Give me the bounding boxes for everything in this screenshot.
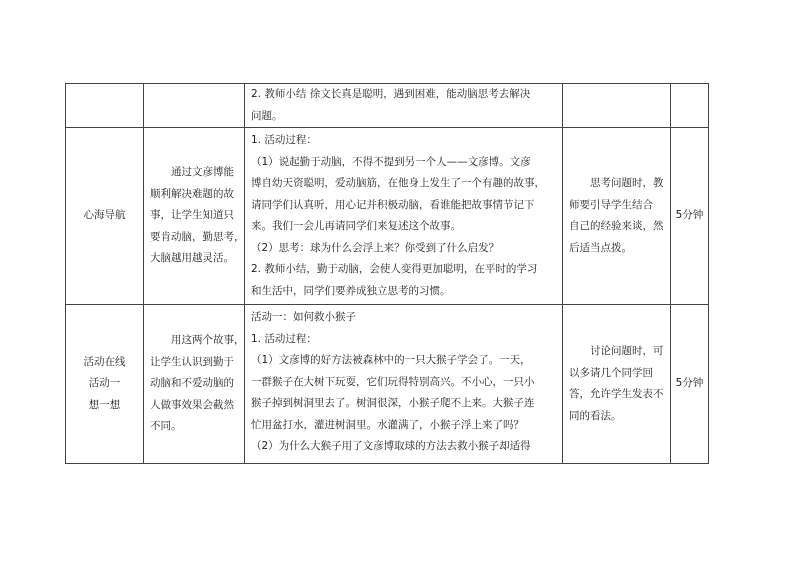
time-cell [671, 305, 709, 464]
table-row [66, 128, 709, 305]
process-line: 活动一：如何救小猴子 [251, 311, 356, 323]
lesson-plan-table [65, 83, 709, 464]
section-cell [66, 305, 144, 464]
intent-line: 人做事效果会截然 [150, 398, 234, 411]
table-row [66, 84, 709, 128]
intent-line: 让学生认识到勤于 [150, 355, 234, 368]
process-line: 1. 活动过程： [251, 332, 317, 345]
process-line: 猴子掉到树洞里去了。树洞很深，小猴子爬不上来。大猴子连 [251, 397, 535, 409]
process-line: 忙用盆打水，灌进树洞里。水灌满了，小猴子浮上来了吗？ [251, 418, 524, 431]
intent-line: 不同。 [150, 420, 182, 433]
time-label: 5分钟 [675, 377, 704, 390]
process-line: 1. 活动过程： [251, 134, 317, 146]
guidance-cell [563, 128, 671, 305]
section-label: 心海导航 [83, 209, 126, 222]
guidance-line: 同的看法。 [569, 409, 622, 422]
process-line: （1）文彦博的好方法被森林中的一只大猴子学会了。一天， [251, 354, 531, 366]
process-cell [245, 128, 563, 305]
time-cell [671, 84, 709, 128]
process-cell [245, 84, 563, 128]
guidance-line: 以多请几个同学回 [569, 366, 653, 379]
intent-line: 通过文彦博能 [171, 166, 234, 179]
intent-cell [144, 84, 245, 128]
time-cell [671, 128, 709, 305]
intent-cell [144, 128, 245, 305]
section-cell [66, 128, 144, 305]
section-line: 活动在线 [83, 355, 126, 368]
intent-line: 事，让学生知道只 [150, 209, 234, 222]
section-cell [66, 84, 144, 128]
process-line: 一群猴子在大树下玩耍，它们玩得特别高兴。不小心，一只小 [251, 375, 535, 388]
table-row [66, 305, 709, 464]
process-line: 来。我们一会儿再请同学们来复述这个故事。 [251, 220, 461, 232]
intent-cell [144, 305, 245, 464]
guidance-cell [563, 84, 671, 128]
process-line: 2. 教师小结，勤于动脑，会使人变得更加聪明，在平时的学习 [251, 263, 538, 275]
guidance-line: 思考问题时，教 [590, 177, 664, 189]
guidance-line: 讨论问题时，可 [590, 345, 664, 357]
intent-line: 动脑和不爱动脑的 [150, 377, 234, 390]
guidance-line: 师要引导学生结合 [569, 198, 653, 211]
time-label: 5分钟 [675, 209, 704, 222]
section-line: 想一想 [88, 398, 121, 411]
process-cell [245, 305, 563, 464]
process-line: 博自幼天资聪明，爱动脑筋，在他身上发生了一个有趣的故事， [251, 177, 545, 189]
intent-line: 要肯动脑，勤思考， [150, 230, 245, 243]
process-line: 2. 教师小结 徐文长真是聪明，遇到困难，能动脑思考去解决 [251, 88, 531, 100]
section-line: 活动一 [88, 377, 121, 390]
guidance-line: 自己的经验来谈，然 [569, 220, 664, 232]
process-line: 问题。 [251, 109, 283, 122]
intent-line: 用这两个故事， [171, 334, 245, 347]
process-line: （2）为什么大猴子用了文彦博取球的方法去救小猴子却适得 [251, 440, 531, 452]
intent-line: 大脑越用越灵活。 [150, 252, 234, 265]
process-line: （1）说起勤于动脑，不得不提到另一个人——文彦博。文彦 [251, 155, 531, 168]
process-line: （2）思考：球为什么会浮上来？你受到了什么启发？ [251, 241, 500, 254]
guidance-line: 答，允许学生发表不 [569, 388, 664, 400]
process-line: 和生活中，同学们要养成独立思考的习惯。 [251, 284, 451, 297]
intent-line: 顺利解决难题的故 [150, 187, 234, 200]
guidance-cell [563, 305, 671, 464]
process-line: 请同学们认真听，用心记并积极动脑，看谁能把故事情节记下 [251, 198, 535, 211]
guidance-line: 后适当点拨。 [569, 241, 632, 254]
